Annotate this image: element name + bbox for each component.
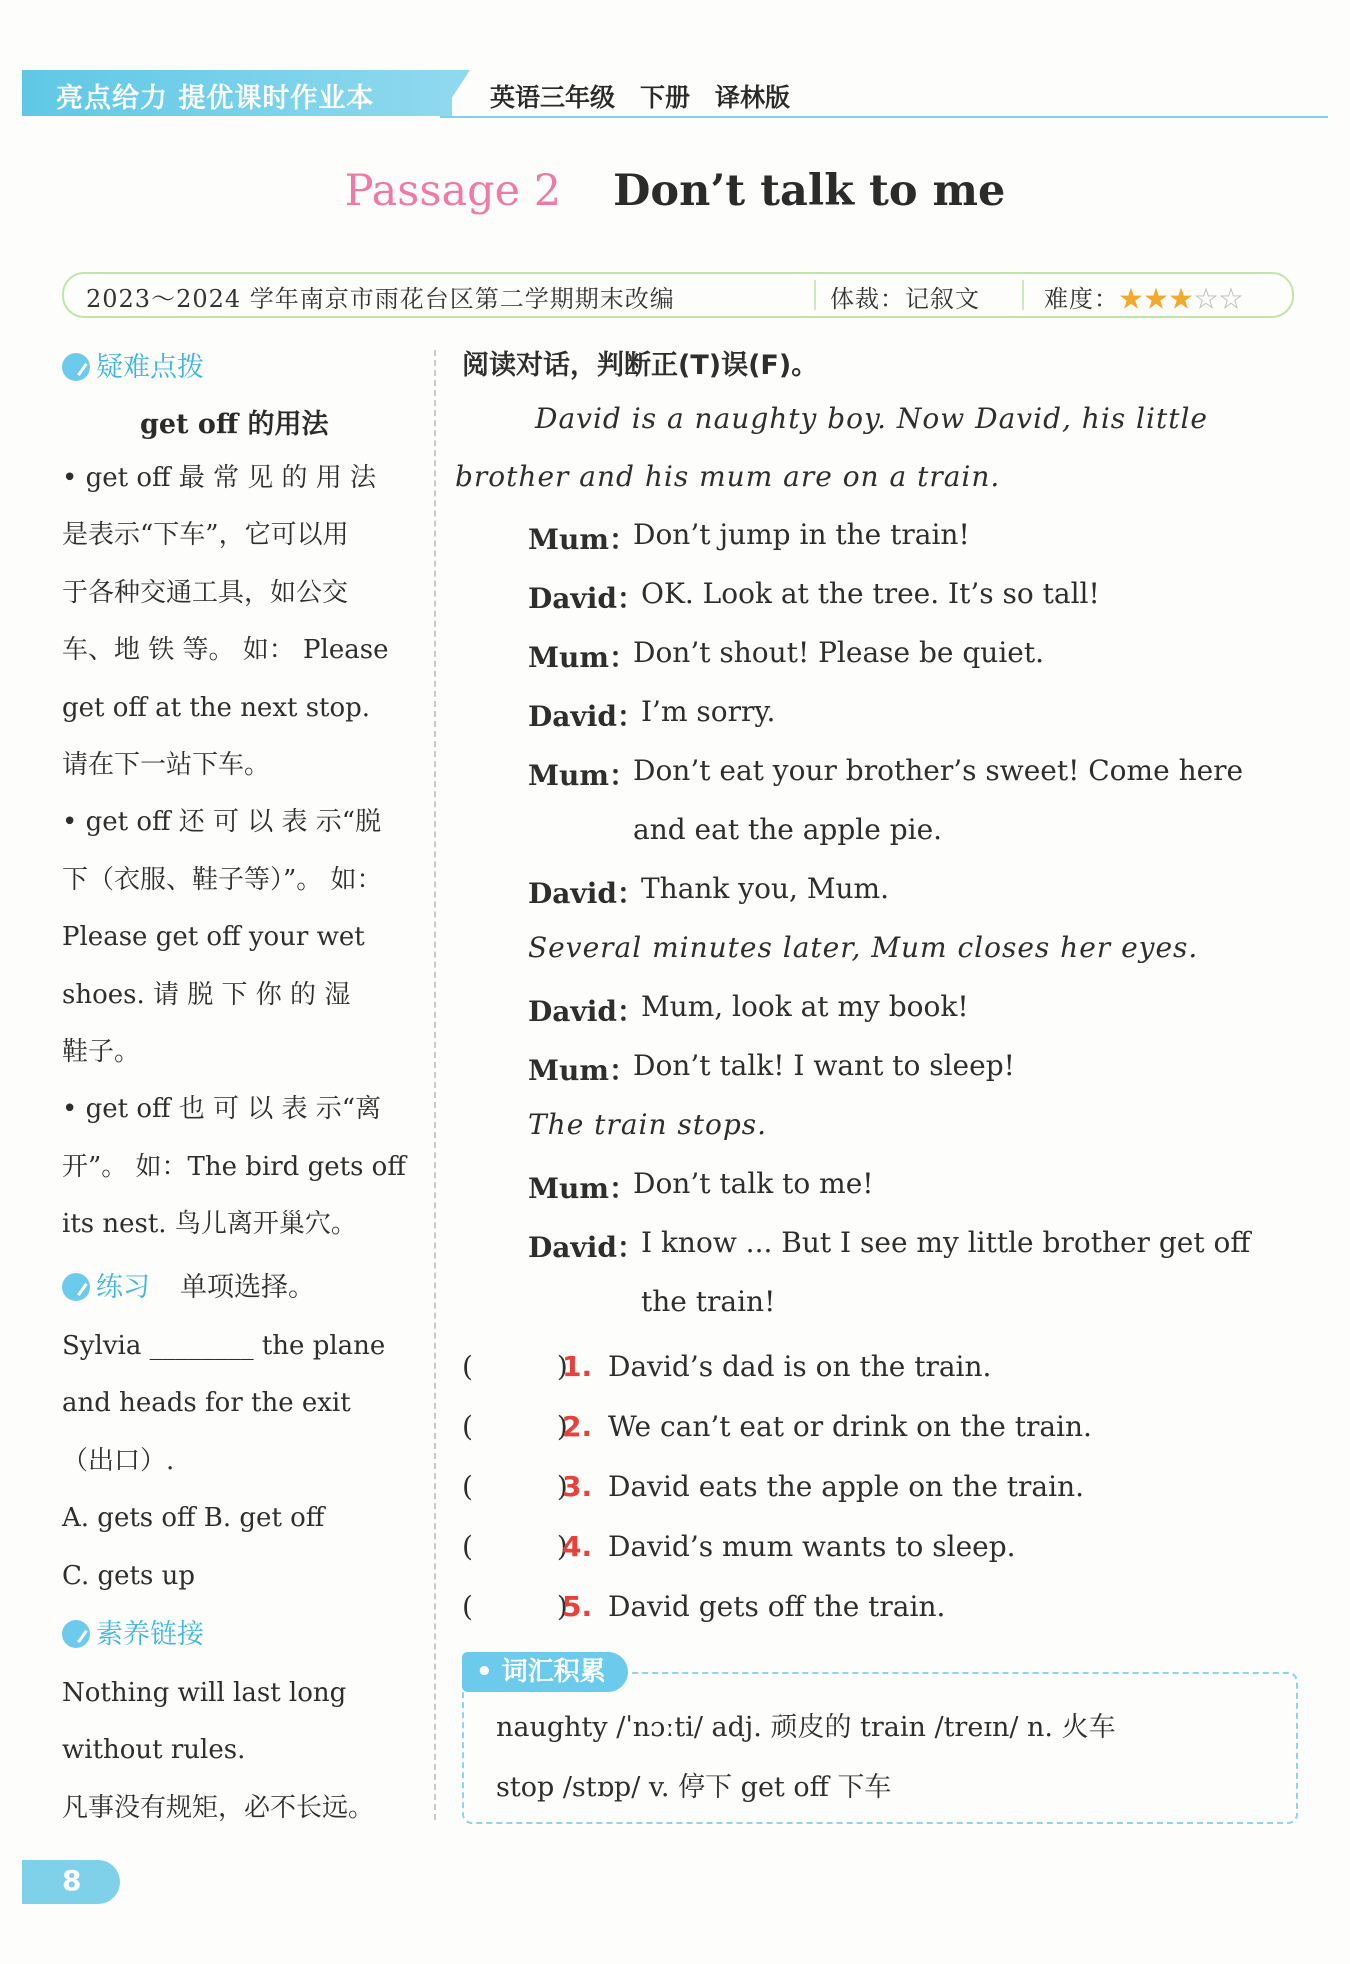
header-rule bbox=[440, 116, 1328, 118]
dialogue-speaker: David： bbox=[528, 582, 645, 615]
tips-line: 于各种交通工具，如公交 bbox=[62, 577, 349, 608]
dialogue-text: I’m sorry. bbox=[641, 695, 776, 728]
link-line: without rules. bbox=[62, 1735, 246, 1766]
info-bar bbox=[62, 272, 1294, 318]
dialogue-speaker: Mum： bbox=[528, 641, 637, 674]
tips-body bbox=[62, 450, 406, 1254]
question-text: David’s mum wants to sleep. bbox=[608, 1530, 1016, 1563]
tips-section-title bbox=[62, 345, 204, 384]
question-text: David gets off the train. bbox=[608, 1590, 946, 1623]
info-source: 2023～2024 学年南京市雨花台区第二学期期末改编 bbox=[86, 285, 675, 313]
pencil-icon bbox=[62, 353, 90, 381]
page-title bbox=[0, 166, 1350, 216]
question-text: David eats the apple on the train. bbox=[608, 1470, 1085, 1503]
tips-line: Please get off your wet bbox=[62, 922, 365, 953]
answer-blank[interactable]: ( ) bbox=[462, 1590, 568, 1623]
dialogue-text: Don’t jump in the train! bbox=[633, 518, 970, 551]
tips-heading: get off 的用法 bbox=[140, 409, 329, 440]
question-text: We can’t eat or drink on the train. bbox=[608, 1410, 1092, 1443]
narration-line: Several minutes later, Mum closes her eyes. bbox=[528, 931, 1199, 964]
link-icon bbox=[62, 1620, 90, 1648]
header-brand-slant bbox=[440, 70, 470, 116]
answer-blank[interactable]: ( ) bbox=[462, 1470, 568, 1503]
page-number: 8 bbox=[62, 1864, 82, 1897]
tips-line: 是表示“下车”，它可以用 bbox=[62, 520, 349, 551]
vocab-line-2: stop /stɒp/ v. 停下 get off 下车 bbox=[496, 1772, 892, 1803]
vocab-line-1: naughty /ˈnɔːti/ adj. 顽皮的 train /treɪn/ n. 火车 bbox=[496, 1712, 1116, 1743]
tips-line: get off at the next stop. bbox=[62, 692, 371, 723]
pencil-icon bbox=[62, 1273, 90, 1301]
question-number: 2. bbox=[562, 1410, 593, 1443]
header-brand: 亮点给力 提优课时作业本 bbox=[56, 83, 375, 114]
tips-line: • get off 最 常 见 的 用 法 bbox=[62, 463, 377, 493]
practice-body bbox=[62, 1318, 385, 1605]
passage-title: Don’t talk to me bbox=[613, 166, 1006, 216]
header-brand-bar bbox=[22, 70, 452, 116]
tips-line: • get off 还 可 以 表 示“脱 bbox=[62, 807, 382, 838]
reading-instruction: 阅读对话，判断正(T)误(F)。 bbox=[462, 350, 819, 381]
dialogue-speaker: Mum： bbox=[528, 1172, 637, 1205]
link-line: 凡事没有规矩，必不长远。 bbox=[62, 1792, 375, 1823]
practice-line: A. gets off B. get off bbox=[62, 1503, 325, 1534]
dialogue-text: I know ... But I see my little brother get off bbox=[641, 1226, 1251, 1259]
info-difficulty bbox=[1044, 279, 1244, 314]
practice-title-text: 练习 bbox=[96, 1272, 150, 1303]
intro-line-1: David is a naughty boy. Now David, his little bbox=[535, 402, 1208, 435]
link-section-title bbox=[62, 1612, 204, 1651]
passage-label: Passage 2 bbox=[344, 166, 562, 216]
star-filled-icon: ★ bbox=[1119, 285, 1144, 313]
dialogue-speaker: David： bbox=[528, 877, 645, 910]
header-subtitle: 英语三年级 下册 译林版 bbox=[490, 83, 791, 112]
tips-line: • get off 也 可 以 表 示“离 bbox=[62, 1094, 382, 1125]
dialogue-text: OK. Look at the tree. It’s so tall! bbox=[641, 577, 1100, 610]
dialogue-text: Don’t talk to me! bbox=[633, 1167, 874, 1200]
star-empty-icon: ☆ bbox=[1194, 285, 1219, 313]
star-filled-icon: ★ bbox=[1169, 285, 1194, 313]
narration-line: The train stops. bbox=[528, 1108, 768, 1141]
tips-line: 车、地 铁 等。 如： Please bbox=[62, 635, 389, 666]
tips-line: 下（衣服、鞋子等）”。 如： bbox=[62, 864, 383, 895]
dialogue-speaker: David： bbox=[528, 700, 645, 733]
dialogue-text: Thank you, Mum. bbox=[641, 872, 889, 905]
star-empty-icon: ☆ bbox=[1219, 285, 1244, 313]
link-title-text: 素养链接 bbox=[96, 1619, 204, 1650]
answer-blank[interactable]: ( ) bbox=[462, 1530, 568, 1563]
dialogue-speaker: Mum： bbox=[528, 759, 637, 792]
answer-blank[interactable]: ( ) bbox=[462, 1350, 568, 1383]
link-line: Nothing will last long bbox=[62, 1678, 347, 1708]
intro-line-2: brother and his mum are on a train. bbox=[455, 460, 1001, 493]
tips-line: 开”。 如：The bird gets off bbox=[62, 1151, 406, 1182]
info-divider bbox=[814, 280, 816, 310]
dialogue-text: Mum, look at my book! bbox=[641, 990, 969, 1023]
answer-blank[interactable]: ( ) bbox=[462, 1410, 568, 1443]
practice-instruction: 单项选择。 bbox=[180, 1272, 315, 1303]
practice-section-title bbox=[62, 1265, 315, 1304]
tips-line: 鞋子。 bbox=[62, 1037, 141, 1068]
tips-line: shoes. 请 脱 下 你 的 湿 bbox=[62, 979, 351, 1010]
page-number-tab bbox=[22, 1860, 120, 1904]
difficulty-stars bbox=[1119, 285, 1244, 313]
dialogue-speaker: Mum： bbox=[528, 1054, 637, 1087]
practice-line: C. gets up bbox=[62, 1560, 195, 1591]
question-text: David’s dad is on the train. bbox=[608, 1350, 992, 1383]
question-number: 5. bbox=[562, 1590, 593, 1623]
tips-line: 请在下一站下车。 bbox=[62, 750, 271, 781]
practice-line: （出口）. bbox=[62, 1445, 175, 1476]
practice-line: Sylvia ________ the plane bbox=[62, 1331, 386, 1361]
dialogue-speaker: David： bbox=[528, 995, 645, 1028]
info-genre: 体裁：记叙文 bbox=[830, 285, 980, 313]
dialogue-speaker: David： bbox=[528, 1231, 645, 1264]
dialogue-text: Don’t shout! Please be quiet. bbox=[633, 636, 1045, 669]
dialogue-text: Don’t talk! I want to sleep! bbox=[633, 1049, 1015, 1082]
column-divider bbox=[434, 350, 436, 1820]
tips-line: its nest. 鸟儿离开巢穴。 bbox=[62, 1209, 357, 1240]
dialogue-speaker: Mum： bbox=[528, 523, 637, 556]
practice-line: and heads for the exit bbox=[62, 1388, 351, 1419]
dialogue-text: the train! bbox=[641, 1285, 776, 1318]
dialogue-text: and eat the apple pie. bbox=[633, 813, 943, 846]
link-body bbox=[62, 1665, 374, 1837]
vocab-title: • 词汇积累 bbox=[462, 1652, 628, 1692]
question-number: 3. bbox=[562, 1470, 593, 1503]
tips-title-text: 疑难点拨 bbox=[96, 352, 204, 383]
dialogue-text: Don’t eat your brother’s sweet! Come here bbox=[633, 754, 1244, 787]
info-divider bbox=[1022, 280, 1024, 310]
star-filled-icon: ★ bbox=[1144, 285, 1169, 313]
difficulty-label: 难度： bbox=[1044, 285, 1119, 313]
question-number: 4. bbox=[562, 1530, 593, 1563]
question-number: 1. bbox=[562, 1350, 593, 1383]
